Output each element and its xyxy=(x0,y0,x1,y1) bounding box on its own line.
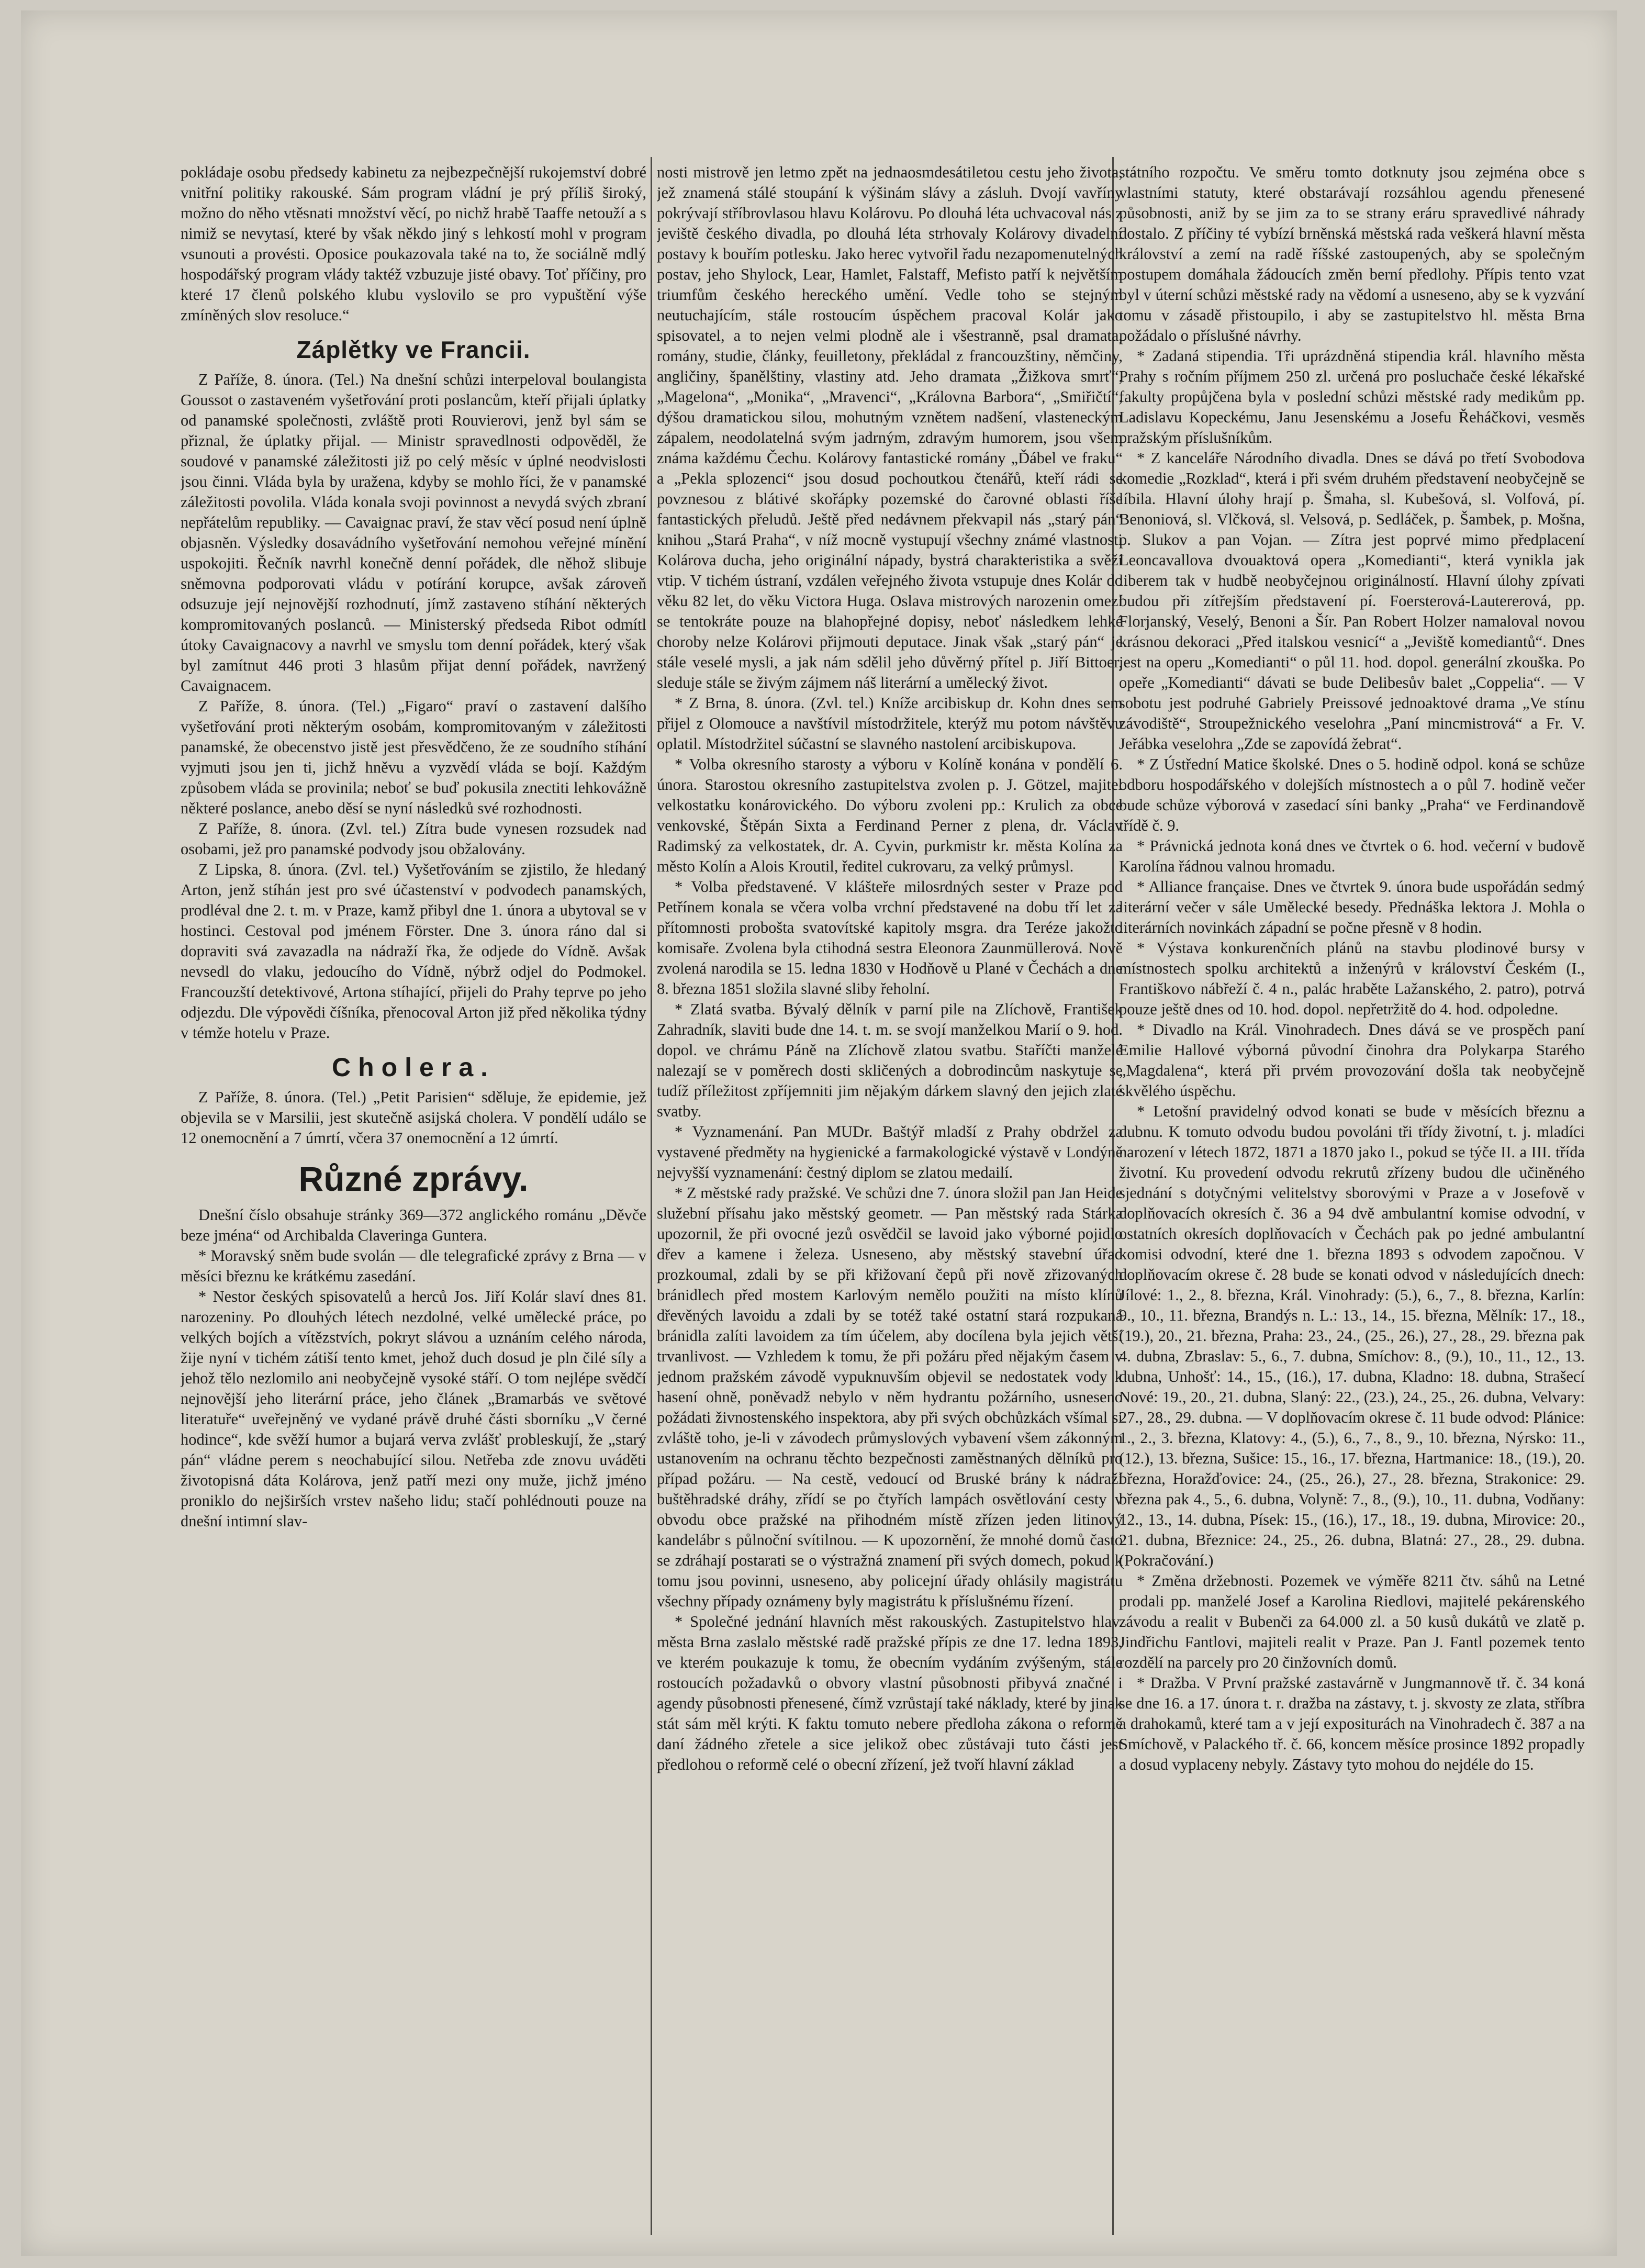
paragraph: Z Lipska, 8. února. (Zvl. tel.) Vyšetřováním se zjistilo, že hledaný Arton, jenž stíhán jest pro své účastenství v podvodech panamských, prodléval dne 2. t. m. v Praze, kamž přibyl dne 1. února a ubytoval se v hostinci. Cestoval pod jménem Förster. Dne 3. února ráno dal si dopraviti svá zavazadla na nádraží řka, že odjede do Vídně. Avšak nevsedl do vlaku, jedoucího do Vídně, nýbrž odjel do Podmokel. Francouzští detektivové, Artona stíhající, přijeli do Prahy teprve po jeho odjezdu. Dle výpovědi číšníka, přenocoval Arton již před několika týdny v témže hotelu v Praze. xyxy=(181,861,646,1042)
paragraph: * Změna držebnosti. Pozemek ve výměře 8211 čtv. sáhů na Letné prodali pp. manželé Josef a Karolina Riedlovi, majitelé pekárenského závodu a realit v Bubenči za 64.000 zl. a 50 kusů dukátů ve zlatě p. Jindřichu Fantlovi, majiteli realit v Praze. Pan J. Fantl pozemek tento rozdělí na parcely pro 20 činžovních domů. xyxy=(1119,1572,1585,1671)
paragraph: * Nestor českých spisovatelů a herců Jos. Jiří Kolár slaví dnes 81. narozeniny. Po dlouhých létech nezdolné, velké umělecké práce, po velkých bojích a vítězstvích, pokryt slávou a uznáním celého národa, žije nyní v tichém zátiší tento kmet, jehož duch dosud je pln čilé síly a jehož tělo nezlomilo ani neobyčejně vysoké stáří. O tom nejlépe svědčí nejnovější jeho literární práce, jeho článek „Bramarbás ve světové literatuře“ uveřejněný ve vydané právě druhé části sborníku „V černé hodince“, kde svěží humor a bujará verva zvlášť probleskují, že „starý pán“ vládne perem s neochabující silou. Netřeba zde znovu uváděti životopisná dáta Kolárova, jenž patří mezi ony muže, jichž jméno proniklo do nejširších vrstev našeho lidu; stačí pohlédnouti pouze na dnešní intimní slav- xyxy=(181,1288,646,1530)
paragraph: * Zadaná stipendia. Tři uprázdněná stipendia král. hlavního města Prahy s ročním příjmem 250 zl. určená pro posluchače české lékařské fakulty propůjčena byla v poslední schůzi městské rady medikům pp. Ladislavu Kopeckému, Janu Jesenskému a Josefu Řeháčkovi, vesměs pražským příslušníkům. xyxy=(1119,347,1585,446)
paragraph: * Právnická jednota koná dnes ve čtvrtek o 6. hod. večerní v budově Karolína řádnou valnou hromadu. xyxy=(1119,837,1585,875)
section-heading: Záplětky ve Francii. xyxy=(296,336,531,363)
paragraph: * Zlatá svatba. Bývalý dělník v parní pile na Zlíchově, František Zahradník, slaviti bude dne 14. t. m. se svojí manželkou Marií o 9. hod. dopol. ve chrámu Páně na Zlíchově zlatou svatbu. Staříčti manželé nalezají se v poměrech dosti skličených a dobrodincům naskytuje se tudíž příležitost zpříjemniti jim nějakým dárkem slavný den jejich zlaté svatby. xyxy=(657,1000,1123,1120)
paragraph: nosti mistrově jen letmo zpět na jednaosmdesátiletou cestu jeho života, jež znamená stálé stoupání k výšinám slávy a zásluh. Dvojí vavříny pokrývají stříbrovlasou hlavu Kolárovu. Po dlouhá léta uchvacoval nás z jeviště českého divadla, po dlouhá léta strhovaly Kolárovy divadelní postavy k bouřím potlesku. Jako herec vytvořil řadu nezapomenutelných postav, jeho Shylock, Lear, Hamlet, Falstaff, Mefisto patří k největším triumfům českého hereckého umění. Vedle toho se stejným neutuchajícím, stále rostoucím úspěchem pracoval Kolár jako spisovatel, a to nejen velmi plodně ale i všestranně, psal dramata, romány, studie, články, feuilletony, překládal z francouzštiny, němčiny, angličiny, španělštiny, vlastiny atd. Jeho dramata „Žižkova smrť“, „Magelona“, „Monika“, „Mravenci“, „Královna Barbora“, „Smiřičtí“, dýšou dramatickou silou, mohutným vznětem nadšení, vlasteneckým zápalem, neodolatelná svým jadrným, zdravým humorem, jsou všem známa každému Čechu. Kolárovy fantastické romány „Ďábel ve fraku“ a „Pekla splozenci“ jsou dosud pochoutkou čtenářů, kteří rádi se povznesou z blátivé skořápky pozemské do čarovné oblasti říše fantastických přeludů. Ještě před nedávnem překvapil nás „starý pán“ knihou „Stará Praha“, v níž mocně vystupují všechny známé vlastnosti Kolárova ducha, jeho originální nápady, bystrá charakteristika a svěží vtip. V tichém ústraní, vzdálen veřejného života vstupuje dnes Kolár do věku 82 let, do věku Victora Huga. Oslava mistrových narozenin omezí se tentokráte pouze na blahopřejné dopisy, neboť následkem lehké choroby nelze Kolárovi přijmouti deputace. Jinak však „starý pán“ je stále veselé mysli, a jak nám sdělil jeho důvěrný přítel p. Jiří Bittoer, sleduje stále se živým zájmem náš literární a umělecký život. xyxy=(657,163,1123,691)
paragraph: Z Paříže, 8. února. (Tel.) „Figaro“ praví o zastavení dalšího vyšetřování proti některým osobám, kompromitovaným v záležitosti panamské, že obecenstvo jistě jest přesvědčeno, že ze soudního stíhání vyjmuti jsou jen ti, jichž hněvu a vyzvědí vláda se bojí. Každým způsobem vláda se provinila; neboť se buď pokusila znectiti lehkovážně některé poslance, anebo děsí se nyní následků své rozhodnosti. xyxy=(181,697,646,817)
paragraph: Dnešní číslo obsahuje stránky 369—372 anglického románu „Děvče beze jména“ od Archibalda Claveringa Guntera. xyxy=(181,1206,646,1244)
paragraph: Z Paříže, 8. února. (Zvl. tel.) Zítra bude vynesen rozsudek nad osobami, jež pro panamské podvody jsou obžalovány. xyxy=(181,820,646,858)
paragraph: * Letošní pravidelný odvod konati se bude v měsících březnu a dubnu. K tomuto odvodu budou povoláni tři třídy životní, t. j. mladíci narození v létech 1872, 1871 a 1870 jako I., pokud se týče II. a III. třída životní. Ku provedení odvodu rekrutů zřízeny budou dle učiněného sjednání s dotyčnými velitelstvy sborovými v Praze a v Josefově v doplňovacích okresích č. 36 a 94 dvě ambulantní komise odvodní, v ostatních okresích doplňovacích v Čechách pak po jedné ambulantní komisi odvodní, které dne 1. března 1893 s odvodem započnou. V doplňovacím okrese č. 28 bude se konati odvod v následujících dnech: Jílové: 1., 2., 8. března, Král. Vinohrady: (5.), 6., 7., 8. března, Karlín: 9., 10., 11. března, Brandýs n. L.: 13., 14., 15. března, Mělník: 17., 18., (19.), 20., 21. března, Praha: 23., 24., (25., 26.), 27., 28., 29. března pak 4. dubna, Zbraslav: 5., 6., 7. dubna, Smíchov: 8., (9.), 10., 11., 12., 13. dubna, Unhošť: 14., 15., (16.), 17. dubna, Kladno: 18. dubna, Strašecí Nové: 19., 20., 21. dubna, Slaný: 22., (23.), 24., 25., 26. dubna, Velvary: 27., 28., 29. dubna. — V doplňovacím okrese č. 11 bude odvod: Plánice: 1., 2., 3. března, Klatovy: 4., (5.), 6., 7., 8., 9., 10. března, Nýrsko: 11., (12.), 13. března, Sušice: 15., 16., 17. března, Hartmanice: 18., (19.), 20. března, Horažďovice: 24., (25., 26.), 27., 28. března, Strakonice: 29. března pak 4., 5., 6. dubna, Volyně: 7., 8., (9.), 10., 11. dubna, Vodňany: 12., 13., 14. dubna, Písek: 15., (16.), 17., 18., 19. dubna, Mirovice: 20., 21. dubna, Březnice: 24., 25., 26. dubna, Blatná: 27., 28., 29. dubna. (Pokračování.) xyxy=(1119,1102,1585,1569)
paragraph: * Z Brna, 8. února. (Zvl. tel.) Kníže arcibiskup dr. Kohn dnes sem přijel z Olomouce a navštívil místodržitele, kterýž mu potom návštěvu oplatil. Místodržitel súčastní se slavného nastolení arcibiskupova. xyxy=(657,694,1123,753)
paragraph: státního rozpočtu. Ve směru tomto dotknuty jsou zejména obce s vlastními statuty, které obstarávají rozsáhlou agendu přenesené působnosti, aniž by se jim za to se strany eráru spravedlivé náhrady dostalo. Z příčiny té vybízí brněnská městská rada veškerá hlavní města království a zemí na radě říšské zastoupených, aby se společným postupem domáhala žádoucích změn berní předlohy. Přípis tento vzat byl v úterní schůzi městské rady na vědomí a usneseno, aby se k vyzvání tomu v zásadě přistoupilo, i aby se zastupitelstvo hl. města Brna požádalo o příslušné návrhy. xyxy=(1119,163,1585,344)
paragraph: * Z Ústřední Matice školské. Dnes o 5. hodině odpol. koná se schůze odboru hospodářského v dolejších místnostech a o půl 7. hodině večer bude schůze výborová v zasedací síni banky „Praha“ ve Ferdinandově třídě č. 9. xyxy=(1119,755,1585,834)
column-divider xyxy=(651,157,652,2235)
paragraph: * Moravský sněm bude svolán — dle telegrafické zprávy z Brna — v měsíci březnu ke krátkému zasedání. xyxy=(181,1247,646,1285)
paragraph: pokládaje osobu předsedy kabinetu za nejbezpečnější rukojemství dobré vnitřní politiky rakouské. Sám program vládní je prý příliš široký, možno do něho vtěsnati množství věcí, po nichž hrabě Taaffe netouží a s nimiž se nevytasí, které by však někdo jiný s lehkostí mohl v program vsunouti a provésti. Oposice poukazovala také na to, že sociálně mdlý hospodářský program vlády taktéž vzbuzuje jisté obavy. Toť příčiny, pro které 17 členů polského klubu vyslovilo se pro vypuštění výše zmíněných slov resoluce.“ xyxy=(181,163,646,324)
paragraph: * Společné jednání hlavních měst rakouských. Zastupitelstvo hlav. města Brna zaslalo městské radě pražské přípis ze dne 17. ledna 1893, ve kterém poukazuje k tomu, že obecním vydáním zvýšeným, stále rostoucích požadavků o obvory vlastní působnosti přibyvá značné i agendy působnosti přenesené, čímž vzrůstají také náklady, které by jinak stát sám měl krýti. K faktu tomuto nebere předloha zákona o reformě daní žádného zřetele a sice jelikož obec zůstávaji tuto části jest předlohou o reformě celé o obecní zřízení, jež tvoří hlavní základ xyxy=(657,1613,1123,1773)
paragraph: * Vyznamenání. Pan MUDr. Baštýř mladší z Prahy obdržel za vystavené předměty na hygienické a farmakologické výstavě v Londýně nejvyšší vyznamenání: čestný diplom se zlatou medailí. xyxy=(657,1123,1123,1181)
paragraph: * Z kanceláře Národního divadla. Dnes se dává po třetí Svobodova komedie „Rozklad“, která i při svém druhém představení neobyčejně se líbila. Hlavní úlohy hrají p. Šmaha, sl. Kubešová, sl. Volfová, pí. Benoniová, sl. Vlčková, sl. Velsová, p. Sedláček, p. Šambek, p. Mošna, p. Slukov a pan Vojan. — Zítra jest poprvé mimo předplacení Leoncavallova dvouaktová opera „Komedianti“, která vynikla jak liberem tak v hudbě neobyčejnou originálností. Hlavní úlohy zpívati budou při zítřejším představení pí. Foersterová-Lautererová, pp. Florjanský, Veselý, Benoni a Šír. Pan Robert Holzer namaloval novou krásnou dekoraci „Před italskou vesnicí“ a „Jeviště komediantů“. Dnes jest na operu „Komedianti“ o půl 11. hod. dopol. generální zkouška. Po opeře „Komedianti“ dávati se bude Delibesův balet „Coppelia“. — V sobotu jest podruhé Gabriely Preissové jednoaktové drama „Ve stínu závodiště“, Stroupežnického veselohra „Paní mincmistrová“ a Fr. V. Jeřábka veselohra „Zde se zapovídá žebrat“. xyxy=(1119,449,1585,753)
section-heading: Cholera. xyxy=(331,1053,496,1082)
paragraph: * Volba okresního starosty a výboru v Kolíně konána v pondělí 6. února. Starostou okresního zastupitelstva zvolen p. J. Götzel, majitel velkostatku konárovického. Do výboru zvoleni pp.: Krulich za obce venkovské, Štěpán Sixta a Ferdinand Perner z plena, dr. Václav Radimský za velkostatek, dr. A. Cyvin, purkmistr kr. města Kolína za město Kolín a Alois Kroutil, ředitel cukrovaru, za velký průmysl. xyxy=(657,755,1123,875)
section-heading: Různé zprávy. xyxy=(298,1159,529,1198)
paragraph: * Volba představené. V klášteře milosrdných sester v Praze pod Petřínem konala se včera volba vrchní představené na dobu tří let za přítomnosti probošta svatovítské kapitoly msgra. dra Teréze jakožto komisaře. Zvolena byla ctihodná sestra Eleonora Zaunmüllerová. Nově zvolená narodila se 15. ledna 1830 v Hodňově u Plané v Čechách a dne 8. března 1851 složila slavné sliby řeholní. xyxy=(657,878,1123,998)
paragraph: Z Paříže, 8. února. (Tel.) „Petit Parisien“ sděluje, že epidemie, jež objevila se v Marsilii, jest skutečně asijská cholera. V pondělí událo se 12 onemocnění a 7 úmrtí, včera 37 onemocnění a 12 úmrtí. xyxy=(181,1088,646,1147)
paragraph: * Výstava konkurenčních plánů na stavbu plodinové bursy v místnostech spolku architektů a inženýrů v království Českém (I., Františkovo nábřeží č. 4 n., palác hraběte Lažanského, 2. patro), potrvá pouze ještě dnes od 10. hod. dopol. nepřetržitě do 4. hod. odpoledne. xyxy=(1119,939,1585,1018)
column-1 xyxy=(181,162,646,2235)
column-2 xyxy=(657,162,1123,2235)
paragraph: * Alliance française. Dnes ve čtvrtek 9. února bude uspořádán sedmý literární večer v sále Umělecké besedy. Přednáška lektora J. Mohla o literárních novinkách západní se počne přesně v 8 hodin. xyxy=(1119,878,1585,936)
paragraph: * Dražba. V První pražské zastavárně v Jungmannově tř. č. 34 koná se dne 16. a 17. února t. r. dražba na zástavy, t. j. skvosty ze zlata, stříbra a drahokamů, které tam a v její expositurách na Vinohradech č. 387 a na Smíchově, v Palackého tř. č. 66, koncem měsíce prosince 1892 propadly a dosud vyplaceny nebyly. Zástavy tyto mohou do nejdéle do 15. xyxy=(1119,1674,1585,1773)
paragraph: * Z městské rady pražské. Ve schůzi dne 7. února složil pan Jan Heide služební přísahu jako městský geometr. — Pan městský rada Stárka upozornil, že při ovocné jezů osvědčil se lavoid jako výborné pojidlo dřev a kamene i železa. Usneseno, aby městský stavební úřad prozkoumal, zdali by se při křižovaní čepů při nově zřizovaných bránidlech před mostem Karlovým nemělo použiti na místo klínů dřevěných lavoidu a zdali by se totéž také ostatní stará rozpukaná bránidla zalíti lavoidem za tím účelem, aby docílena byla jejich větší trvanlivost. — Vzhledem k tomu, že při požáru před nějakým časem v jednom pražském závodě vypuknuvším objevil se nedostatek vody k hasení ohně, poněvadž nebylo v něm hydrantu požárního, usneseno požádati živnostenského inspektora, aby při svých obchůzkách všímal si zvláště toho, je-li v závodech průmyslových vybavení všem zákonným ustanovením na ochranu těchto bezpečnosti zaměstnaných dělníků pro případ požáru. — Na cestě, vedoucí od Bruské brány k nádraží buštěhradské dráhy, zřídí se po čtyřích lampách osvětlování cesty v obvodu obce pražské na přihodném místě zřízen jeden litinový kandelábr s půlnoční svítilnou. — K upozornění, že mnohé domů často se zdráhají postarati se o výstražná znamení při svých domech, pokud k tomu jsou povinni, usneseno, aby policejní úřady ohlásily magistrátu všechny případy oznámeny byly magistrátu k příslušnému řízení. xyxy=(657,1184,1123,1610)
paragraph: * Divadlo na Král. Vinohradech. Dnes dává se ve prospěch paní Emilie Hallové výborná původní činohra dra Polykarpa Starého „Magdalena“, která při prvém provozování došla tak neobyčejně skvělého úspěchu. xyxy=(1119,1021,1585,1100)
column-3 xyxy=(1119,162,1585,2235)
paragraph: Z Paříže, 8. února. (Tel.) Na dnešní schůzi interpeloval boulangista Goussot o zastaveném vyšetřování proti poslancům, kteří přijali úplatky od panamské společnosti, zvláště proti Rouvierovi, jenž byl sám se přiznal, že úplatky přijal. — Ministr spravedlnosti odpověděl, že soudové v panamské záležitosti již po celý měsíc v úplné neodvislosti jsou činni. Vláda byla by uražena, kdyby se mohlo říci, že v panamské záležitosti povolila. Vláda konala svoji povinnost a nevydá svých zbraní nepřátelům republiky. — Cavaignac praví, že stav věcí posud není úplně objasněn. Výsledky dosavádního vyšetřování nemohou veřejné mínění uspokojiti. Řečník navrhl konečně denní pořádek, dle něhož slibuje sněmovna podporovati vládu v potírání korupce, avšak zároveň odsuzuje její nejnovější rozhodnutí, jímž zastaveno stíhání některých kompromitovaných poslanců. — Ministerský předseda Ribot odmítl útoky Cavaignacovy a navrhl ve smyslu tom denní pořádek, který však byl zamítnut 446 proti 3 hlasům přijat denní pořádek, navržený Cavaignacem. xyxy=(181,371,646,695)
